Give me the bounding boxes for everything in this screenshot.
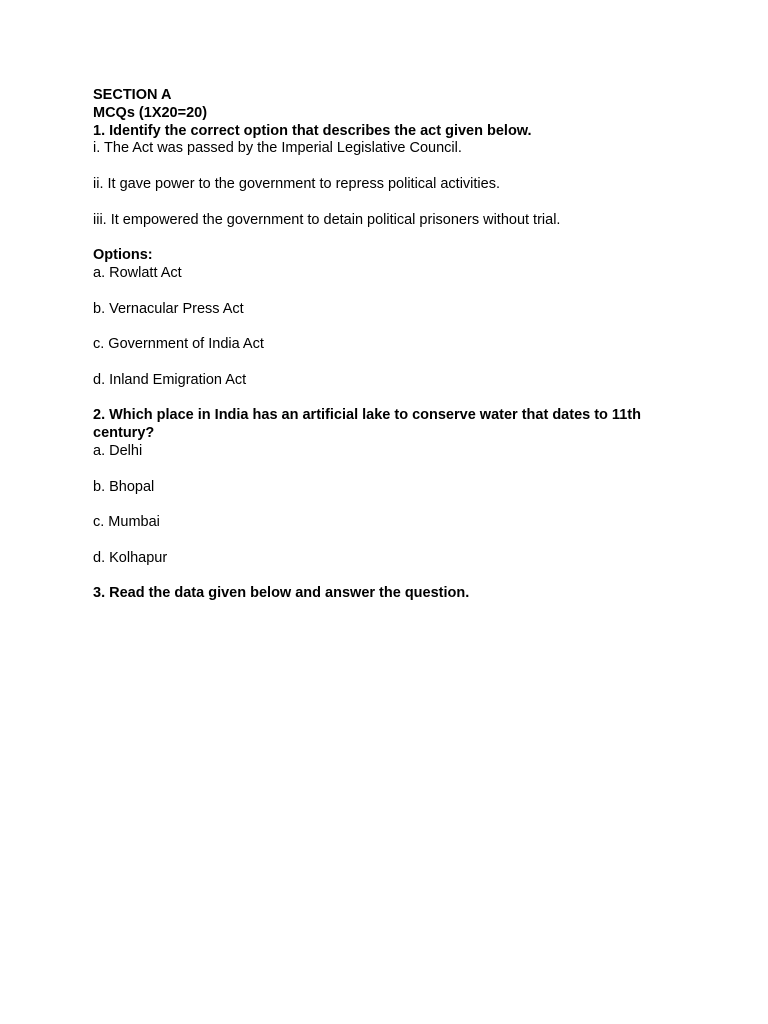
question-1: 1. Identify the correct option that describes the act given below. [93,122,532,139]
q1-option-a: a. Rowlatt Act [93,264,182,281]
q2-option-d: d. Kolhapur [93,549,168,566]
q1-statement-1: i. The Act was passed by the Imperial Legislative Council. [93,140,462,157]
q1-option-d: d. Inland Emigration Act [93,371,247,388]
section-heading: SECTION A [93,87,172,103]
question-2: 2. Which place in India has an artificial lake to conserve water that dates to 11th century? [93,407,641,442]
q2-option-c: c. Mumbai [93,514,160,531]
marks-subtitle: MCQs (1X20=20) [93,104,208,121]
q1-option-b: b. Vernacular Press Act [93,300,244,317]
q2-option-b: b. Bhopal [93,478,155,495]
q1-option-c: c. Government of India Act [93,336,264,353]
q1-options-label: Options: [93,247,153,264]
q2-option-a: a. Delhi [93,442,143,459]
question-3: 3. Read the data given below and answer the question. [93,585,470,602]
q1-statement-3: iii. It empowered the government to detain political prisoners without trial. [93,211,561,228]
q1-statement-2: ii. It gave power to the government to repress political activities. [93,175,500,192]
document-page [93,87,693,603]
